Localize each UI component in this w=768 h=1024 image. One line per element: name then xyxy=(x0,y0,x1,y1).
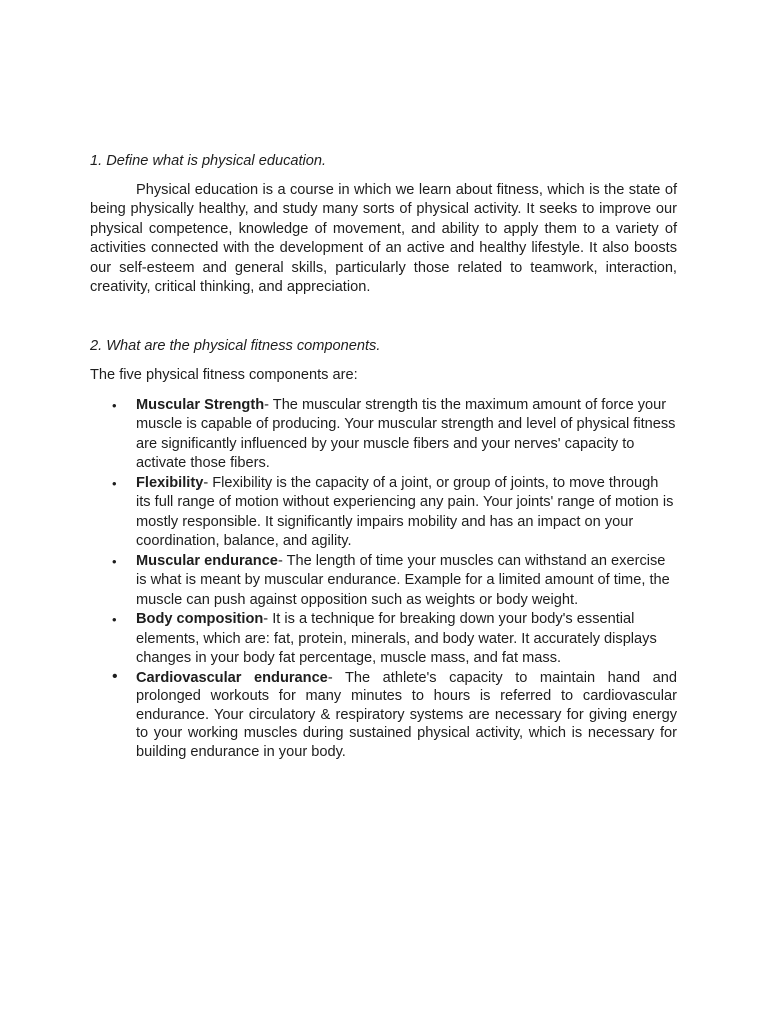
list-item-body-composition xyxy=(90,610,677,669)
list-item-text xyxy=(136,474,677,552)
list-item-cardiovascular-endurance xyxy=(90,669,677,762)
bullet-icon: • xyxy=(112,397,117,413)
component-description: - The length of time your muscles can withstand an exercise is what is meant by muscular endurance. Example for a limited amount of time, the muscle can push against opposition such as weights or body weight. xyxy=(136,552,670,608)
component-term: Muscular Strength xyxy=(136,396,265,413)
components-intro: The five physical fitness components are: xyxy=(90,367,358,383)
bullet-icon: • xyxy=(112,612,117,627)
list-item-text xyxy=(136,552,677,611)
bullet-icon: • xyxy=(112,475,117,491)
component-description: - It is a technique for breaking down your body's essential elements, which are: fat, protein, minerals, and body water. It accurately displays changes in your body fat percentage, muscle mass, and fat mass. xyxy=(136,611,657,666)
question-2-heading: 2. What are the physical fitness components. xyxy=(90,337,381,354)
list-item-muscular-strength xyxy=(90,396,677,474)
component-description: - The muscular strength tis the maximum amount of force your muscle is capable of producing. Your muscular strength and level of physical fitness are significantly influenced by your muscle fibers and your nerves' capacity to activate those fibers. xyxy=(136,396,676,471)
question-1-answer-paragraph: Physical education is a course in which we learn about fitness, which is the state of being physically healthy, and study many sorts of physical activity. It seeks to improve our physical competence, knowledge of movement, and ability to apply them to a variety of activities connected with the development of an active and healthy lifestyle. It also boosts our self-esteem and general skills, particularly those related to teamwork, interaction, creativity, critical thinking, and appreciation. xyxy=(90,181,677,295)
component-description: - The athlete's capacity to maintain hand and prolonged workouts for many minutes to hours is referred to cardiovascular endurance. Your circulatory & respiratory systems are necessary for giving energy to your working muscles during sustained physical activity, which is necessary for building endurance in your body. xyxy=(136,669,677,760)
fitness-components-list xyxy=(90,396,677,762)
list-item-flexibility xyxy=(90,474,677,552)
component-term: Muscular endurance xyxy=(136,552,278,569)
question-1-heading: 1. Define what is physical education. xyxy=(90,153,327,169)
document-content xyxy=(90,152,677,761)
list-item-text xyxy=(136,669,677,762)
bullet-icon: • xyxy=(112,553,117,569)
list-item-text xyxy=(136,396,677,474)
bullet-icon: • xyxy=(112,667,118,685)
component-term: Flexibility xyxy=(136,474,204,491)
component-description: - Flexibility is the capacity of a joint, or group of joints, to move through its full range of motion without experiencing any pain. Your joints' range of motion is mostly responsible. It significantly impairs mobility and has an impact on your coordination, balance, and agility. xyxy=(136,474,674,549)
list-item-text xyxy=(136,610,677,669)
component-term: Body composition xyxy=(136,611,264,627)
list-item-muscular-endurance xyxy=(90,552,677,611)
component-term: Cardiovascular endurance xyxy=(136,669,328,686)
